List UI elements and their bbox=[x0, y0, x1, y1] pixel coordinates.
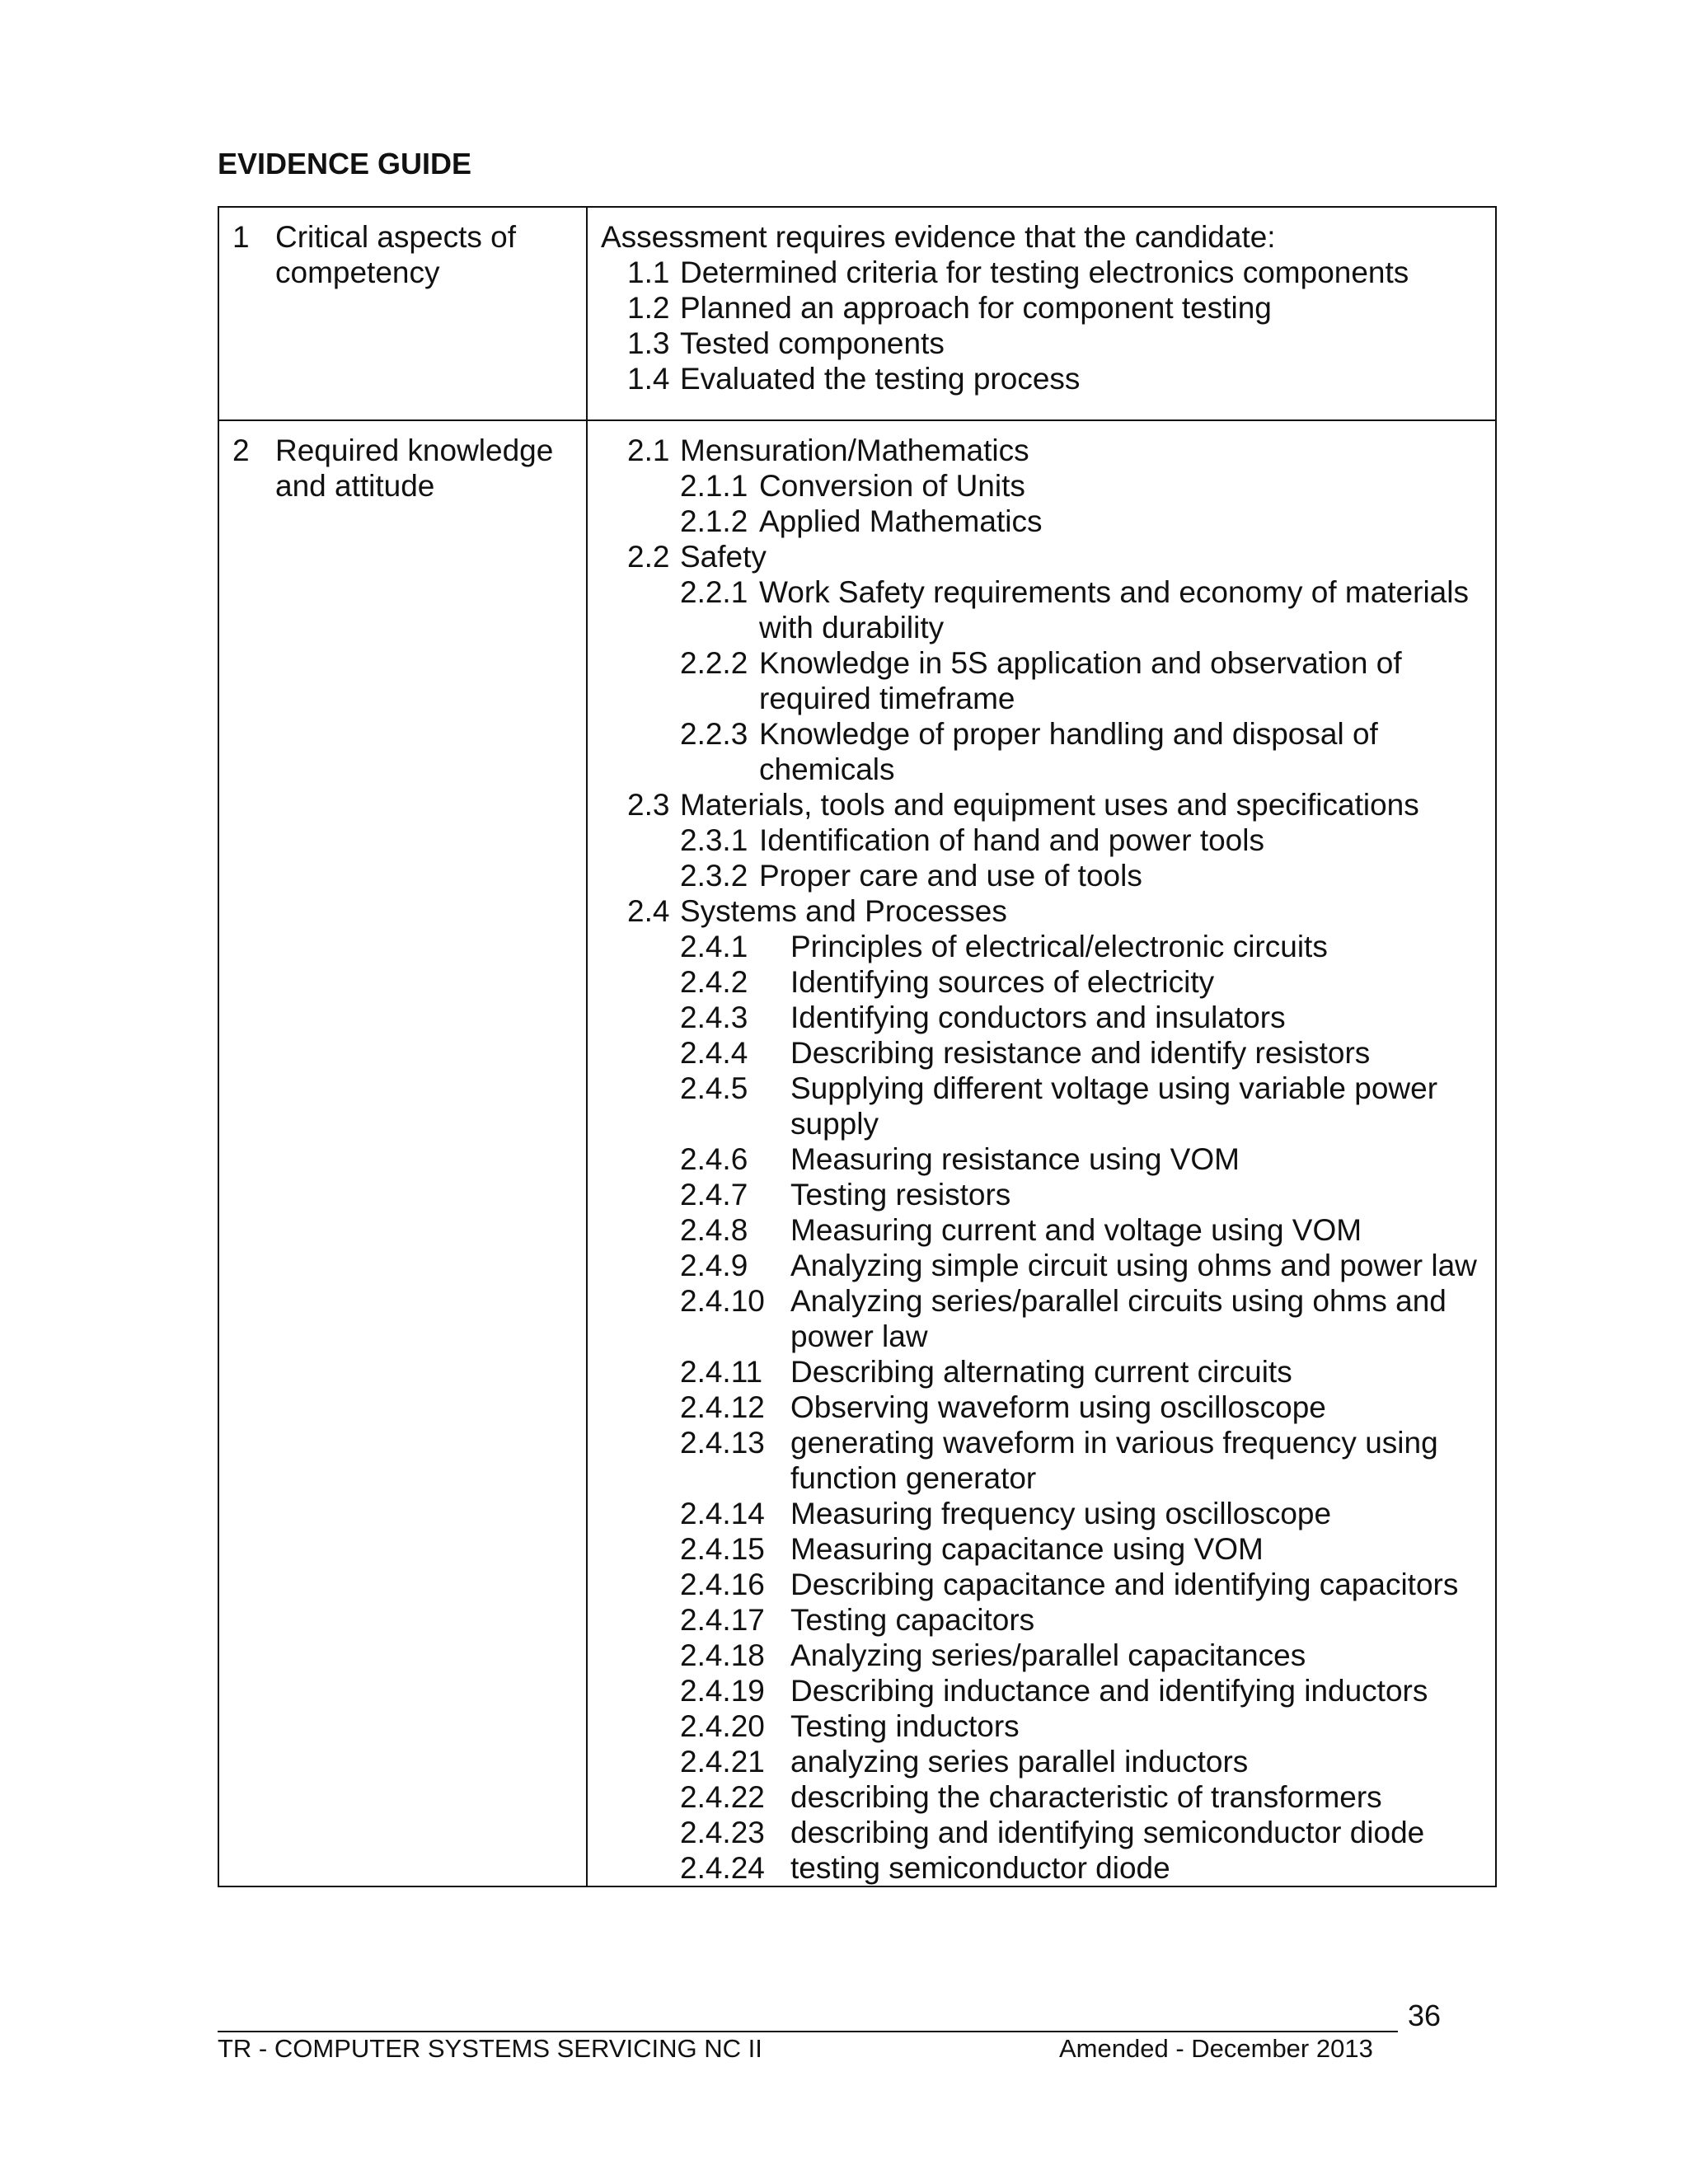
aspect-cell bbox=[218, 420, 587, 1886]
intro-text: Assessment requires evidence that the candidate: bbox=[601, 220, 1276, 254]
item-number: 2.4.11 bbox=[680, 1355, 763, 1389]
list-item bbox=[601, 1602, 1482, 1638]
list-item bbox=[601, 1390, 1482, 1425]
footer-amended-date: Amended - December 2013 bbox=[1059, 2034, 1373, 2063]
page-number: 36 bbox=[1408, 1999, 1442, 2032]
item-number: 2.4.2 bbox=[680, 965, 748, 999]
item-number: 2.4.7 bbox=[680, 1178, 748, 1212]
list-item bbox=[601, 893, 1482, 929]
item-number: 1.1 bbox=[627, 255, 670, 289]
list-item bbox=[601, 1531, 1482, 1567]
item-text: Describing alternating current circuits bbox=[790, 1355, 1292, 1389]
item-number: 2.4.3 bbox=[680, 1001, 748, 1034]
item-text: Observing waveform using oscilloscope bbox=[790, 1390, 1326, 1424]
list-item bbox=[601, 716, 1482, 787]
list-item bbox=[601, 1177, 1482, 1212]
item-number: 2.2 bbox=[627, 540, 670, 574]
item-text: Principles of electrical/electronic circuits bbox=[790, 930, 1328, 963]
list-item bbox=[601, 468, 1482, 504]
list-item bbox=[601, 1035, 1482, 1071]
item-text: analyzing series parallel inductors bbox=[790, 1745, 1249, 1779]
item-text: Testing capacitors bbox=[790, 1603, 1035, 1637]
table-row bbox=[218, 420, 1496, 1886]
footer-divider bbox=[218, 2031, 1398, 2032]
item-text: Describing inductance and identifying inductors bbox=[790, 1674, 1428, 1708]
item-number: 2.4.18 bbox=[680, 1638, 765, 1672]
aspect-label: Required knowledge and attitude bbox=[275, 434, 554, 503]
list-item bbox=[601, 1248, 1482, 1283]
page-title: EVIDENCE GUIDE bbox=[218, 147, 472, 180]
item-number: 2.4.22 bbox=[680, 1780, 765, 1814]
list-item bbox=[601, 1141, 1482, 1177]
item-number: 1.2 bbox=[627, 291, 670, 325]
item-number: 2.4.21 bbox=[680, 1745, 765, 1779]
item-list bbox=[588, 208, 1495, 419]
item-number: 2.4.14 bbox=[680, 1497, 765, 1530]
item-number: 2.4.19 bbox=[680, 1674, 765, 1708]
list-item bbox=[601, 1673, 1482, 1708]
item-number: 2.4.9 bbox=[680, 1249, 748, 1282]
item-number: 2.3 bbox=[627, 788, 670, 822]
item-text: Knowledge of proper handling and disposal of chemicals bbox=[759, 717, 1378, 786]
item-number: 2.4.4 bbox=[680, 1036, 748, 1070]
list-item bbox=[601, 645, 1482, 716]
row-number: 1 bbox=[232, 220, 250, 254]
list-item bbox=[601, 1815, 1482, 1850]
item-text: Materials, tools and equipment uses and specifications bbox=[680, 788, 1419, 822]
list-item bbox=[601, 255, 1482, 290]
item-number: 2.4.13 bbox=[680, 1426, 765, 1460]
item-number: 2.1.2 bbox=[680, 504, 748, 538]
item-number: 2.4.10 bbox=[680, 1284, 765, 1318]
item-text: Identifying conductors and insulators bbox=[790, 1001, 1286, 1034]
item-text: describing the characteristic of transformers bbox=[790, 1780, 1382, 1814]
item-text: testing semiconductor diode bbox=[790, 1851, 1170, 1885]
item-text: Evaluated the testing process bbox=[680, 362, 1081, 396]
item-text: Measuring capacitance using VOM bbox=[790, 1532, 1264, 1566]
list-item bbox=[601, 1212, 1482, 1248]
item-number: 2.4 bbox=[627, 894, 670, 928]
footer-document-title: TR - COMPUTER SYSTEMS SERVICING NC II bbox=[218, 2034, 762, 2063]
item-number: 2.4.17 bbox=[680, 1603, 765, 1637]
list-item bbox=[601, 1638, 1482, 1673]
item-number: 2.4.15 bbox=[680, 1532, 765, 1566]
item-number: 2.4.16 bbox=[680, 1568, 765, 1601]
item-text: Identification of hand and power tools bbox=[759, 823, 1264, 857]
list-item bbox=[601, 326, 1482, 361]
item-text: Tested components bbox=[680, 326, 945, 360]
item-text: describing and identifying semiconductor diode bbox=[790, 1816, 1425, 1849]
list-item bbox=[601, 964, 1482, 1000]
item-number: 2.2.1 bbox=[680, 575, 748, 609]
list-item bbox=[601, 1744, 1482, 1779]
item-text: Proper care and use of tools bbox=[759, 859, 1142, 893]
list-item bbox=[601, 1354, 1482, 1390]
item-number: 1.4 bbox=[627, 362, 670, 396]
item-text: Measuring current and voltage using VOM bbox=[790, 1213, 1362, 1247]
item-list bbox=[588, 421, 1495, 1886]
item-number: 2.1 bbox=[627, 434, 670, 467]
item-number: 2.4.6 bbox=[680, 1142, 748, 1176]
item-number: 2.4.8 bbox=[680, 1213, 748, 1247]
item-number: 1.3 bbox=[627, 326, 670, 360]
list-item bbox=[601, 823, 1482, 858]
item-text: Knowledge in 5S application and observation of required timeframe bbox=[759, 646, 1402, 715]
list-item bbox=[601, 1283, 1482, 1354]
item-text: Measuring resistance using VOM bbox=[790, 1142, 1240, 1176]
item-text: Measuring frequency using oscilloscope bbox=[790, 1497, 1332, 1530]
list-item bbox=[601, 574, 1482, 645]
item-text: Conversion of Units bbox=[759, 469, 1025, 503]
item-text: Systems and Processes bbox=[680, 894, 1007, 928]
item-number: 2.4.23 bbox=[680, 1816, 765, 1849]
item-number: 2.4.1 bbox=[680, 930, 748, 963]
list-item bbox=[601, 1567, 1482, 1602]
list-item bbox=[601, 504, 1482, 539]
list-item bbox=[601, 433, 1482, 468]
aspect-label: Critical aspects of competency bbox=[275, 220, 516, 289]
list-item bbox=[601, 929, 1482, 964]
list-item bbox=[601, 1425, 1482, 1496]
item-text: Analyzing series/parallel circuits using ohms and power law bbox=[790, 1284, 1447, 1353]
item-text: Applied Mathematics bbox=[759, 504, 1043, 538]
list-item bbox=[601, 1496, 1482, 1531]
list-item bbox=[601, 539, 1482, 574]
item-number: 2.4.12 bbox=[680, 1390, 765, 1424]
item-number: 2.3.1 bbox=[680, 823, 748, 857]
content-cell bbox=[587, 420, 1496, 1886]
item-number: 2.2.3 bbox=[680, 717, 748, 751]
item-text: Analyzing simple circuit using ohms and power law bbox=[790, 1249, 1477, 1282]
content-cell bbox=[587, 207, 1496, 420]
list-item bbox=[601, 361, 1482, 396]
item-number: 2.2.2 bbox=[680, 646, 748, 680]
list-item bbox=[601, 290, 1482, 326]
item-number: 2.3.2 bbox=[680, 859, 748, 893]
list-item bbox=[601, 1071, 1482, 1141]
list-item bbox=[601, 1708, 1482, 1744]
item-number: 2.4.20 bbox=[680, 1709, 765, 1743]
item-number: 2.1.1 bbox=[680, 469, 748, 503]
list-item bbox=[601, 1000, 1482, 1035]
list-item bbox=[601, 858, 1482, 893]
item-text: Planned an approach for component testing bbox=[680, 291, 1272, 325]
item-text: Safety bbox=[680, 540, 767, 574]
item-text: Work Safety requirements and economy of materials with durability bbox=[759, 575, 1469, 644]
list-item bbox=[601, 1850, 1482, 1886]
item-number: 2.4.24 bbox=[680, 1851, 765, 1885]
item-text: Testing resistors bbox=[790, 1178, 1011, 1212]
item-text: Determined criteria for testing electronics components bbox=[680, 255, 1409, 289]
item-text: Describing capacitance and identifying capacitors bbox=[790, 1568, 1459, 1601]
evidence-guide-table bbox=[218, 206, 1497, 1887]
item-text: Mensuration/Mathematics bbox=[680, 434, 1029, 467]
row-number: 2 bbox=[232, 434, 250, 467]
aspect-cell bbox=[218, 207, 587, 420]
item-text: Supplying different voltage using variable power supply bbox=[790, 1071, 1438, 1141]
item-text: Identifying sources of electricity bbox=[790, 965, 1215, 999]
item-text: generating waveform in various frequency using function generator bbox=[790, 1426, 1438, 1495]
item-text: Analyzing series/parallel capacitances bbox=[790, 1638, 1306, 1672]
table-row bbox=[218, 207, 1496, 420]
list-item bbox=[601, 787, 1482, 823]
item-text: Describing resistance and identify resistors bbox=[790, 1036, 1371, 1070]
item-text: Testing inductors bbox=[790, 1709, 1020, 1743]
list-item bbox=[601, 1779, 1482, 1815]
item-number: 2.4.5 bbox=[680, 1071, 748, 1105]
